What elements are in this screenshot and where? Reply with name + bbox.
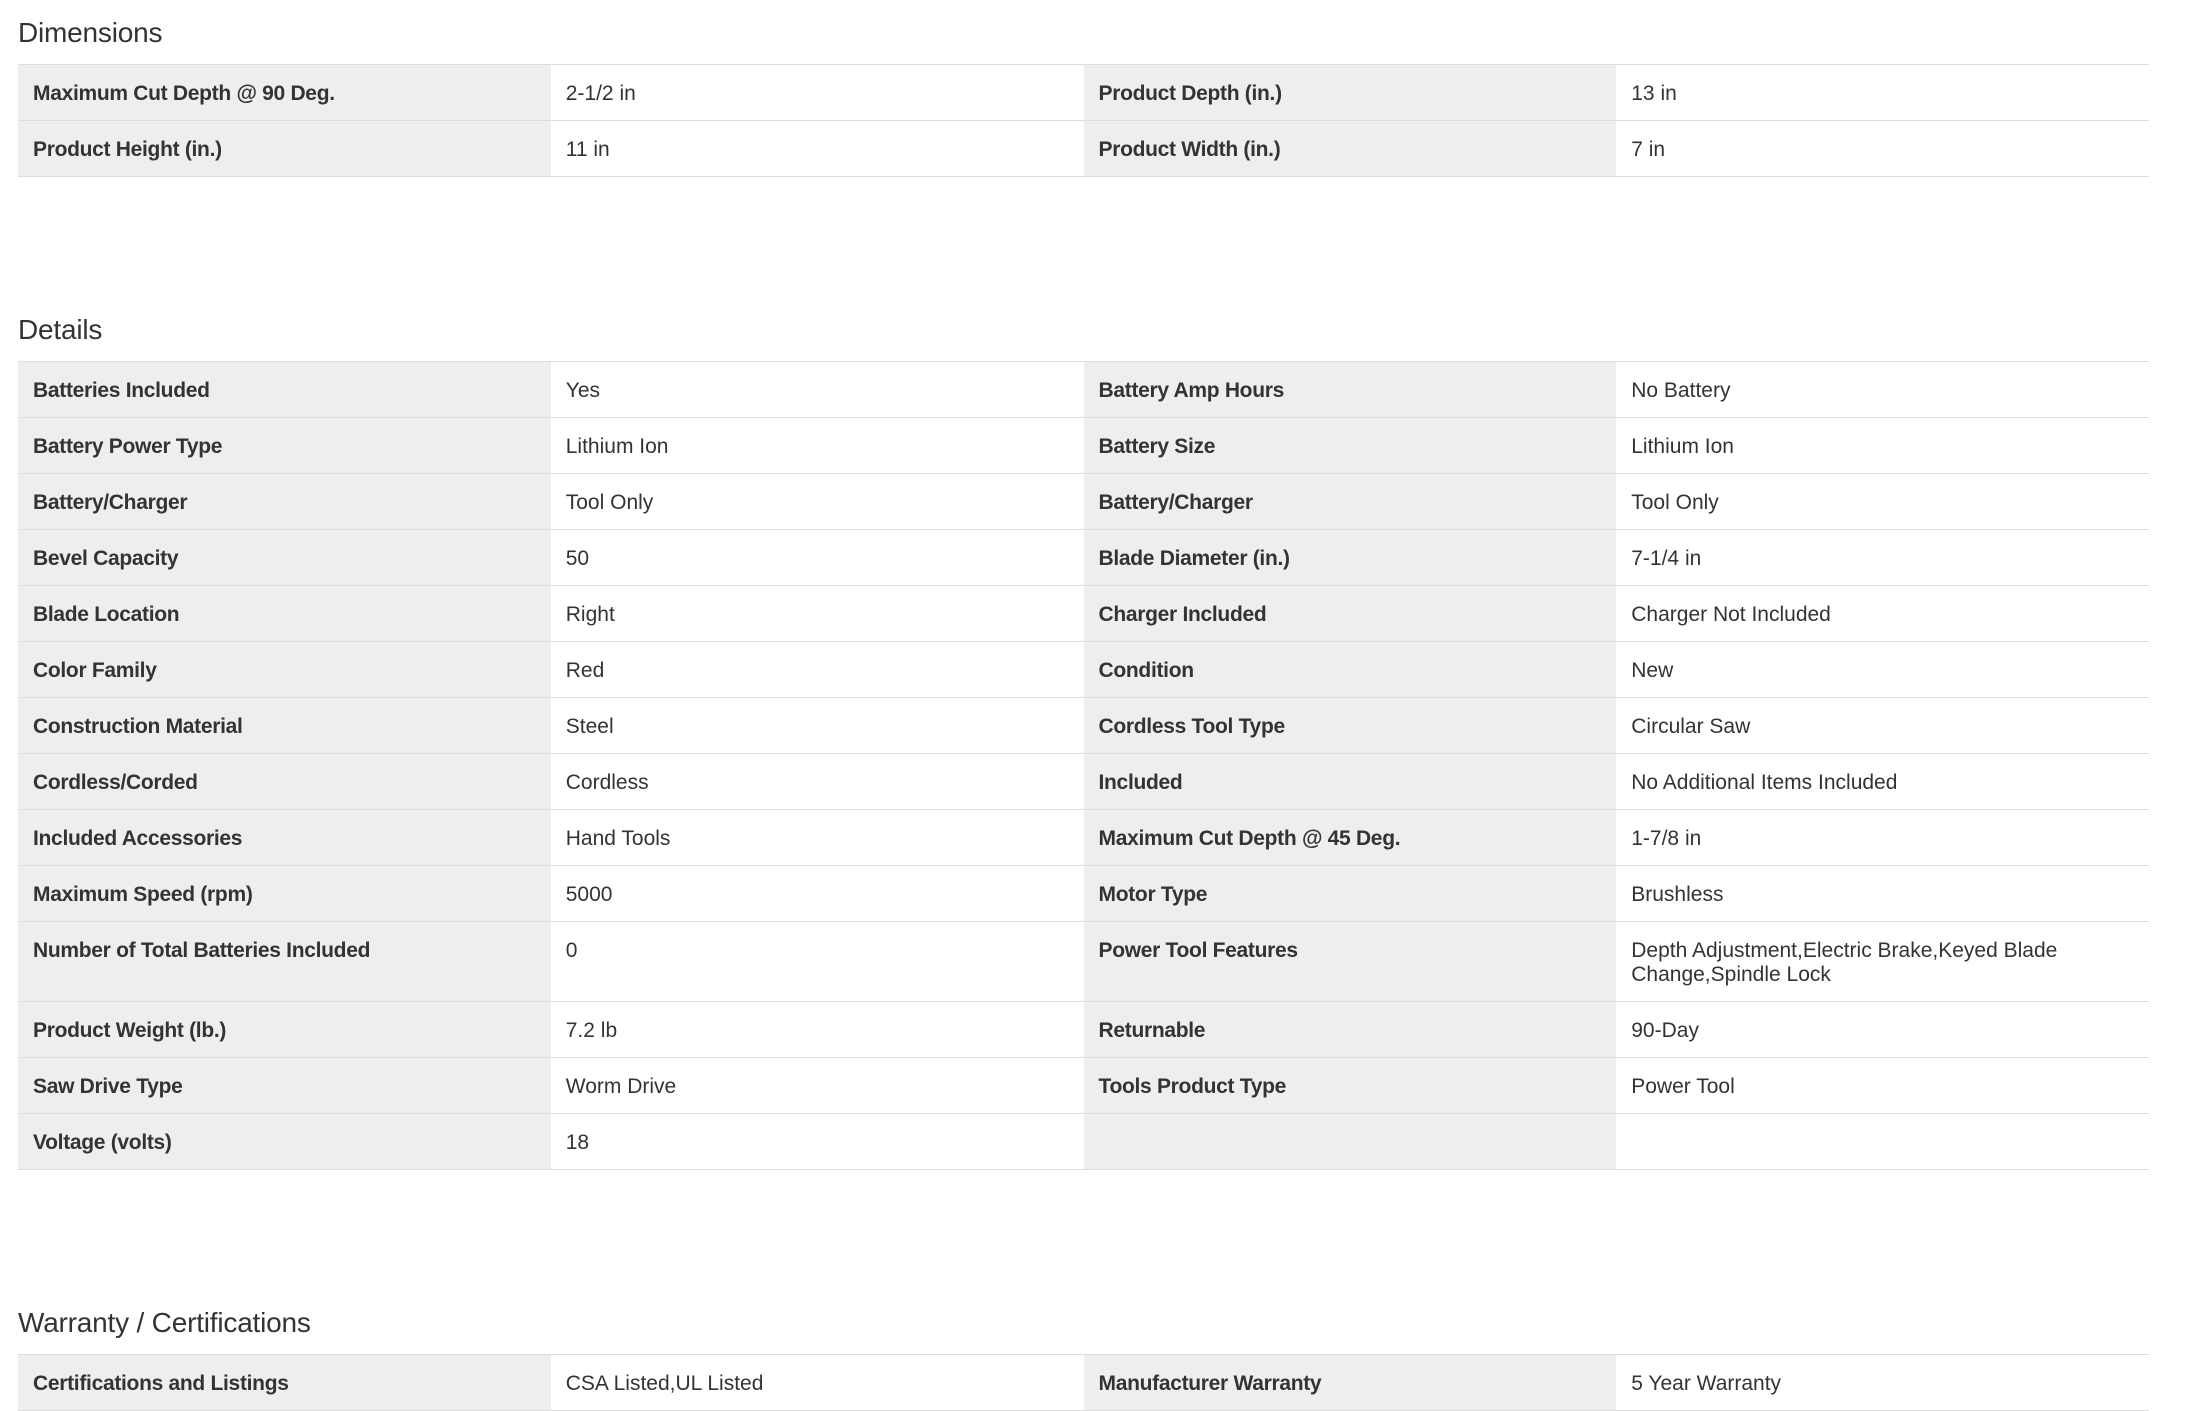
spec-row bbox=[18, 754, 2149, 810]
spec-value: 7 in bbox=[1616, 121, 2149, 176]
spec-label: Condition bbox=[1084, 642, 1617, 697]
spec-value: Right bbox=[551, 586, 1084, 641]
spec-label: Blade Diameter (in.) bbox=[1084, 530, 1617, 585]
spec-label: Cordless/Corded bbox=[18, 754, 551, 809]
spec-row bbox=[18, 810, 2149, 866]
spec-label: Construction Material bbox=[18, 698, 551, 753]
spec-label: Included bbox=[1084, 754, 1617, 809]
section-title-details: Details bbox=[18, 314, 103, 345]
spec-value: CSA Listed,UL Listed bbox=[551, 1355, 1084, 1410]
spec-label: Product Weight (lb.) bbox=[18, 1002, 551, 1057]
spec-value: Red bbox=[551, 642, 1084, 697]
spec-value: 7.2 lb bbox=[551, 1002, 1084, 1057]
spec-value: 0 bbox=[551, 922, 1084, 1001]
spec-label: Power Tool Features bbox=[1084, 922, 1617, 1001]
spec-value: 90-Day bbox=[1616, 1002, 2149, 1057]
spec-label: Product Depth (in.) bbox=[1084, 65, 1617, 120]
spec-label: Maximum Cut Depth @ 45 Deg. bbox=[1084, 810, 1617, 865]
spec-value: 7-1/4 in bbox=[1616, 530, 2149, 585]
spec-value: No Additional Items Included bbox=[1616, 754, 2149, 809]
spec-label: Battery Size bbox=[1084, 418, 1617, 473]
spec-table-warranty-certifications bbox=[18, 1354, 2149, 1411]
spec-value: 50 bbox=[551, 530, 1084, 585]
spec-value: 1-7/8 in bbox=[1616, 810, 2149, 865]
spec-value: New bbox=[1616, 642, 2149, 697]
section-dimensions bbox=[18, 0, 2149, 177]
spec-row bbox=[18, 418, 2149, 474]
section-details bbox=[18, 297, 2149, 1170]
spec-row bbox=[18, 530, 2149, 586]
spec-value: Brushless bbox=[1616, 866, 2149, 921]
spec-label: Blade Location bbox=[18, 586, 551, 641]
spec-value: Depth Adjustment,Electric Brake,Keyed Blade Change,Spindle Lock bbox=[1616, 922, 2149, 1001]
spec-value: Worm Drive bbox=[551, 1058, 1084, 1113]
spec-value: 5000 bbox=[551, 866, 1084, 921]
spec-label: Voltage (volts) bbox=[18, 1114, 551, 1169]
spec-table-details bbox=[18, 361, 2149, 1170]
spec-value: Power Tool bbox=[1616, 1058, 2149, 1113]
spec-label: Battery/Charger bbox=[1084, 474, 1617, 529]
spec-label: Charger Included bbox=[1084, 586, 1617, 641]
section-title-warranty-certifications: Warranty / Certifications bbox=[18, 1307, 311, 1338]
spec-row bbox=[18, 586, 2149, 642]
spec-label: Included Accessories bbox=[18, 810, 551, 865]
spec-row bbox=[18, 1355, 2149, 1411]
spec-label: Battery/Charger bbox=[18, 474, 551, 529]
spec-value: Lithium Ion bbox=[551, 418, 1084, 473]
spec-label: Product Width (in.) bbox=[1084, 121, 1617, 176]
spec-value: 13 in bbox=[1616, 65, 2149, 120]
spec-label: Maximum Cut Depth @ 90 Deg. bbox=[18, 65, 551, 120]
spec-row bbox=[18, 1058, 2149, 1114]
spec-label: Manufacturer Warranty bbox=[1084, 1355, 1617, 1410]
spec-row bbox=[18, 698, 2149, 754]
spec-table-dimensions bbox=[18, 64, 2149, 177]
spec-value: Tool Only bbox=[1616, 474, 2149, 529]
spec-label bbox=[1084, 1114, 1617, 1169]
spec-value bbox=[1616, 1114, 2149, 1169]
spec-value: Yes bbox=[551, 362, 1084, 417]
spec-row bbox=[18, 1002, 2149, 1058]
spec-label: Motor Type bbox=[1084, 866, 1617, 921]
spec-row bbox=[18, 1114, 2149, 1170]
spec-value: Steel bbox=[551, 698, 1084, 753]
spec-label: Cordless Tool Type bbox=[1084, 698, 1617, 753]
spec-value: 11 in bbox=[551, 121, 1084, 176]
spec-value: Tool Only bbox=[551, 474, 1084, 529]
spec-label: Batteries Included bbox=[18, 362, 551, 417]
spec-label: Color Family bbox=[18, 642, 551, 697]
spec-label: Battery Amp Hours bbox=[1084, 362, 1617, 417]
spec-row bbox=[18, 121, 2149, 177]
section-spacer bbox=[18, 177, 2149, 297]
spec-value: Charger Not Included bbox=[1616, 586, 2149, 641]
spec-value: 2-1/2 in bbox=[551, 65, 1084, 120]
spec-label: Battery Power Type bbox=[18, 418, 551, 473]
spec-label: Certifications and Listings bbox=[18, 1355, 551, 1410]
spec-value: Circular Saw bbox=[1616, 698, 2149, 753]
spec-row bbox=[18, 866, 2149, 922]
spec-label: Bevel Capacity bbox=[18, 530, 551, 585]
spec-value: No Battery bbox=[1616, 362, 2149, 417]
spec-row bbox=[18, 65, 2149, 121]
spec-row bbox=[18, 922, 2149, 1002]
section-spacer bbox=[18, 1170, 2149, 1290]
spec-value: Cordless bbox=[551, 754, 1084, 809]
specifications-panel bbox=[18, 0, 2149, 1411]
spec-value: Hand Tools bbox=[551, 810, 1084, 865]
spec-value: Lithium Ion bbox=[1616, 418, 2149, 473]
spec-row bbox=[18, 362, 2149, 418]
spec-label: Saw Drive Type bbox=[18, 1058, 551, 1113]
spec-label: Returnable bbox=[1084, 1002, 1617, 1057]
spec-row bbox=[18, 642, 2149, 698]
spec-label: Maximum Speed (rpm) bbox=[18, 866, 551, 921]
section-title-dimensions: Dimensions bbox=[18, 17, 163, 48]
section-warranty-certifications bbox=[18, 1290, 2149, 1411]
spec-value: 18 bbox=[551, 1114, 1084, 1169]
spec-label: Tools Product Type bbox=[1084, 1058, 1617, 1113]
spec-label: Product Height (in.) bbox=[18, 121, 551, 176]
spec-row bbox=[18, 474, 2149, 530]
spec-label: Number of Total Batteries Included bbox=[18, 922, 551, 1001]
spec-value: 5 Year Warranty bbox=[1616, 1355, 2149, 1410]
